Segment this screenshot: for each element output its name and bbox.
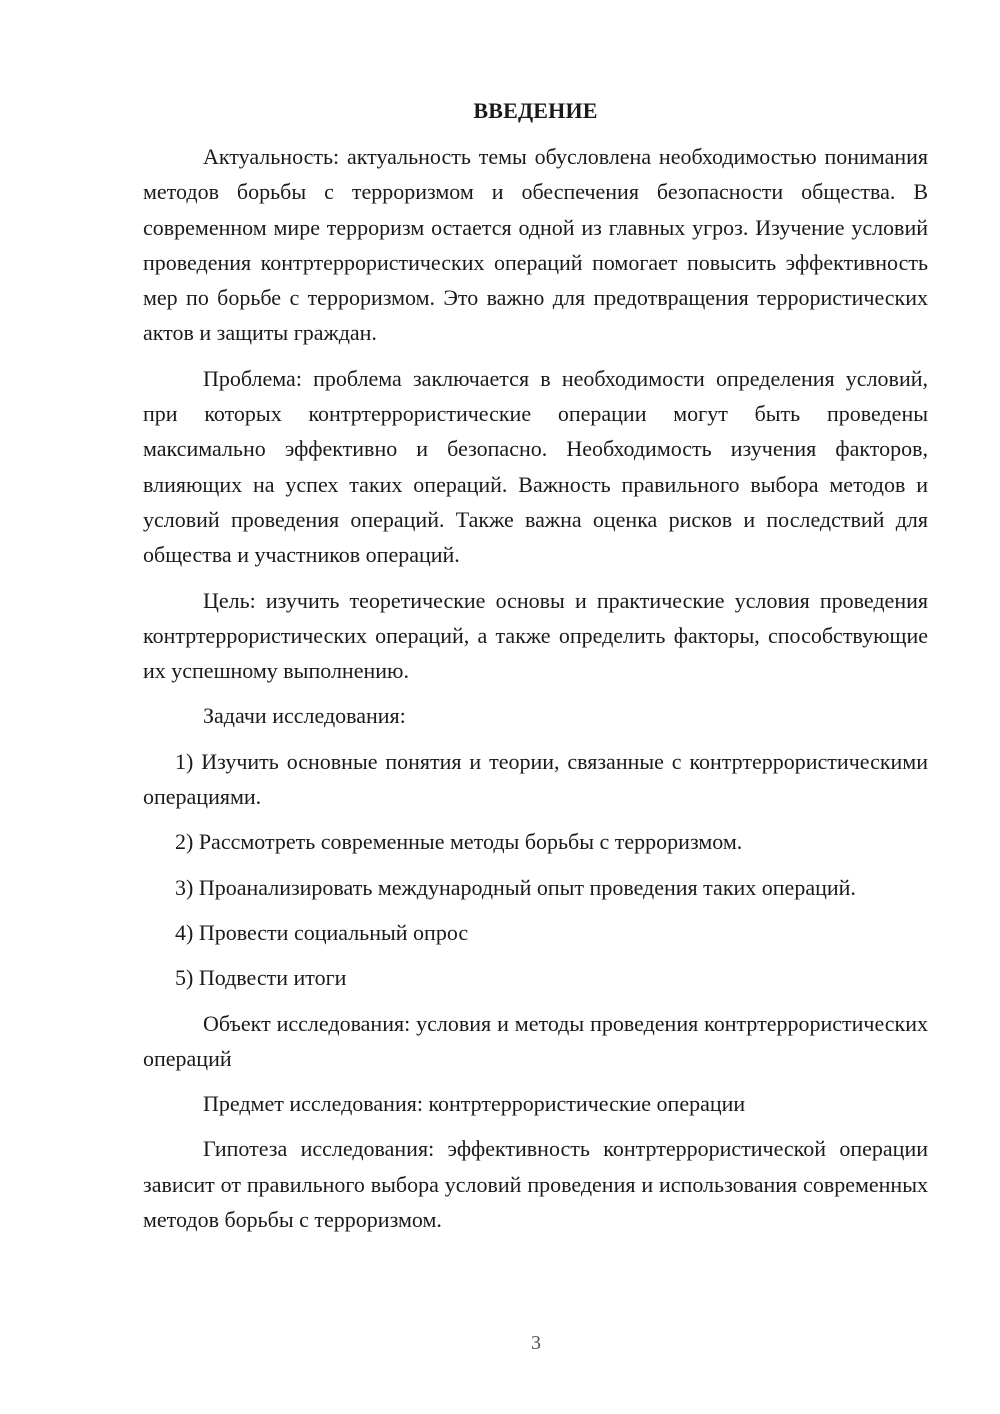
section-title: ВВЕДЕНИЕ — [473, 98, 598, 123]
task-item-4: 4) Провести социальный опрос — [175, 919, 469, 945]
page-number: 3 — [531, 1332, 541, 1354]
task-item-1: 1) Изучить основные понятия и теории, связанные с контртеррористическими операциями. — [143, 748, 928, 810]
paragraph-relevance: Актуальность: актуальность темы обусловлена необходимостью понимания методов борьбы с терроризмом и обеспечения безопасности общества. В современном мире терроризм остается одной из главных угроз. Изучение условий проведения контртеррористических операций помогает повысить эффективность мер по борьбе с терроризмом. Это важно для предотвращения террористических актов и защиты граждан. — [143, 144, 928, 346]
paragraph-subject: Предмет исследования: контртеррористические операции — [203, 1091, 746, 1117]
paragraph-hypothesis: Гипотеза исследования: эффективность контртеррористической операции зависит от правильного выбора условий проведения и использования современных методов борьбы с терроризмом. — [143, 1136, 928, 1233]
page-content — [143, 93, 928, 1247]
task-item-5: 5) Подвести итоги — [175, 965, 347, 991]
tasks-heading: Задачи исследования: — [203, 703, 406, 729]
paragraph-problem: Проблема: проблема заключается в необходимости определения условий, при которых контртеррористические операции могут быть проведены максимально эффективно и безопасно. Необходимость изучения факторов, влияющих на успех таких операций. Важность правильного выбора методов и условий проведения операций. Также важна оценка рисков и последствий для общества и участников операций. — [143, 365, 928, 568]
paragraph-goal: Цель: изучить теоретические основы и практические условия проведения контртеррористических операций, а также определить факторы, способствующие их успешному выполнению. — [143, 587, 928, 684]
task-item-3: 3) Проанализировать международный опыт проведения таких операций. — [175, 874, 856, 900]
task-item-2: 2) Рассмотреть современные методы борьбы с терроризмом. — [175, 829, 743, 855]
paragraph-object: Объект исследования: условия и методы проведения контртеррористических операций — [143, 1010, 928, 1071]
